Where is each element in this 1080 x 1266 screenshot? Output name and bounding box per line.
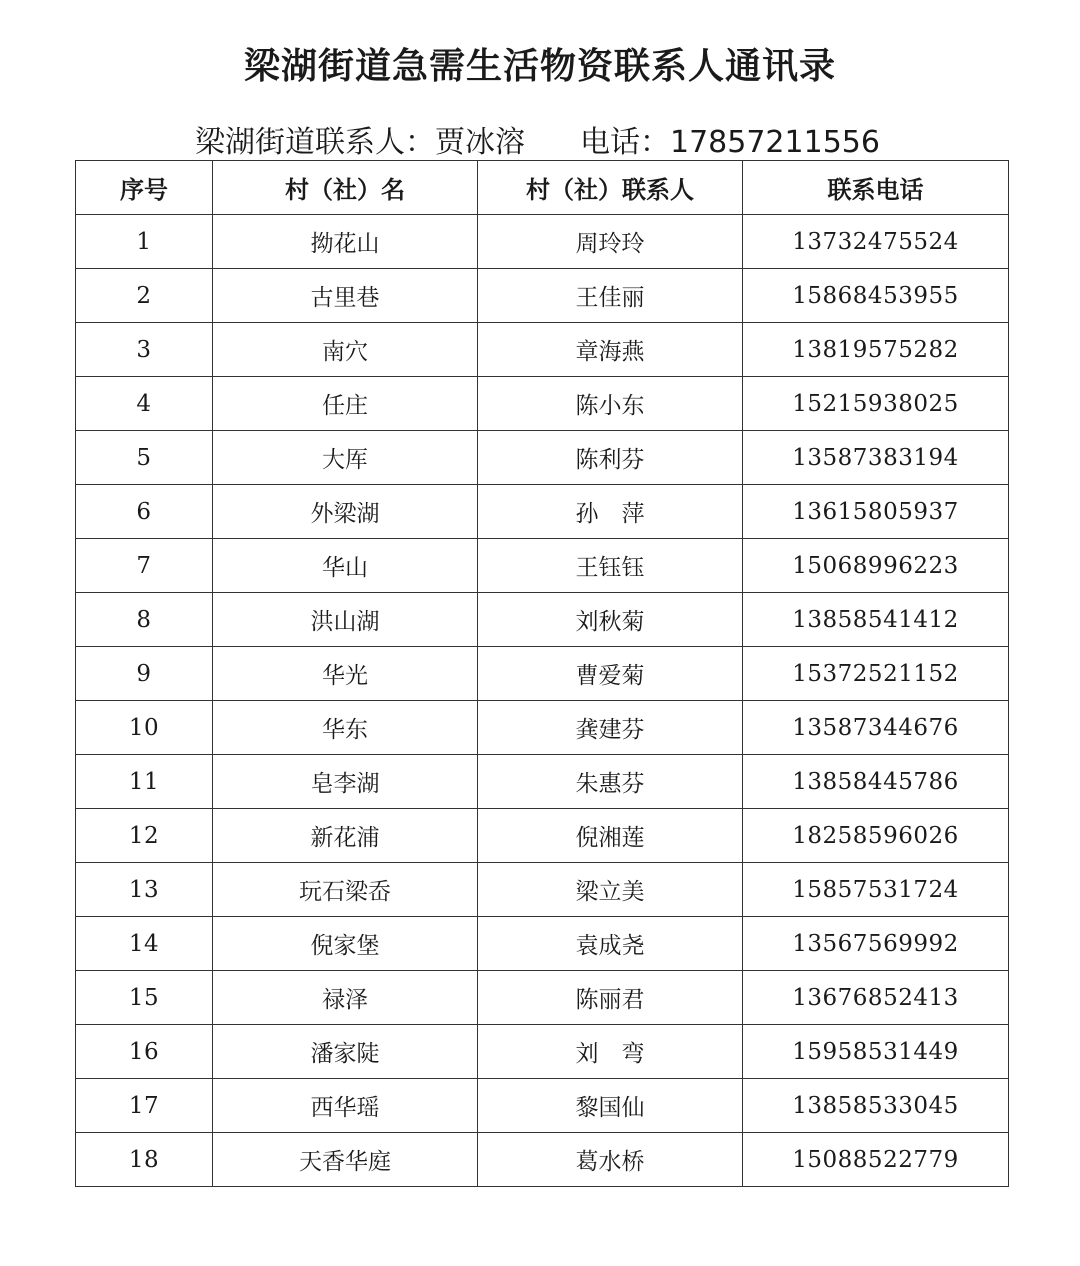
table-row [76, 269, 1009, 323]
cell-index: 5 [76, 431, 213, 485]
table-row [76, 647, 1009, 701]
header-phone: 联系电话 [743, 161, 1009, 215]
cell-phone: 13858541412 [743, 593, 1009, 647]
cell-index: 7 [76, 539, 213, 593]
cell-phone: 15958531449 [743, 1025, 1009, 1079]
cell-contact-person: 梁立美 [478, 863, 743, 917]
cell-village: 倪家堡 [213, 917, 478, 971]
table-row [76, 701, 1009, 755]
table-row [76, 215, 1009, 269]
cell-village: 潘家陡 [213, 1025, 478, 1079]
cell-index: 8 [76, 593, 213, 647]
table-row [76, 1133, 1009, 1187]
cell-village: 天香华庭 [213, 1133, 478, 1187]
cell-index: 1 [76, 215, 213, 269]
cell-phone: 15088522779 [743, 1133, 1009, 1187]
cell-phone: 13858533045 [743, 1079, 1009, 1133]
cell-village: 大厍 [213, 431, 478, 485]
cell-index: 10 [76, 701, 213, 755]
cell-index: 14 [76, 917, 213, 971]
cell-village: 外梁湖 [213, 485, 478, 539]
table-row [76, 917, 1009, 971]
cell-contact-person: 龚建芬 [478, 701, 743, 755]
table-row [76, 809, 1009, 863]
table-body [76, 215, 1009, 1187]
cell-contact-person: 陈丽君 [478, 971, 743, 1025]
cell-contact-person: 葛水桥 [478, 1133, 743, 1187]
cell-contact-person: 曹爱菊 [478, 647, 743, 701]
cell-village: 古里巷 [213, 269, 478, 323]
cell-index: 6 [76, 485, 213, 539]
table-row [76, 539, 1009, 593]
page-title: 梁湖街道急需生活物资联系人通讯录 [243, 46, 836, 87]
table-row [76, 593, 1009, 647]
cell-village: 华山 [213, 539, 478, 593]
cell-phone: 18258596026 [743, 809, 1009, 863]
table-row [76, 377, 1009, 431]
cell-village: 禄泽 [213, 971, 478, 1025]
cell-village: 玩石梁岙 [213, 863, 478, 917]
cell-contact-person: 周玲玲 [478, 215, 743, 269]
contact-table [75, 160, 1009, 1187]
table-row [76, 431, 1009, 485]
cell-village: 西华瑶 [213, 1079, 478, 1133]
cell-village: 洪山湖 [213, 593, 478, 647]
header-index: 序号 [76, 161, 213, 215]
cell-phone: 13587383194 [743, 431, 1009, 485]
contact-phone: 电话：17857211556 [580, 125, 880, 160]
cell-index: 2 [76, 269, 213, 323]
cell-phone: 15868453955 [743, 269, 1009, 323]
cell-contact-person: 孙 萍 [478, 485, 743, 539]
cell-village: 华东 [213, 701, 478, 755]
cell-contact-person: 陈小东 [478, 377, 743, 431]
cell-phone: 13676852413 [743, 971, 1009, 1025]
table-row [76, 1079, 1009, 1133]
cell-index: 13 [76, 863, 213, 917]
cell-village: 拗花山 [213, 215, 478, 269]
cell-phone: 15068996223 [743, 539, 1009, 593]
table-row [76, 1025, 1009, 1079]
cell-phone: 15372521152 [743, 647, 1009, 701]
cell-phone: 13819575282 [743, 323, 1009, 377]
cell-village: 皂李湖 [213, 755, 478, 809]
cell-phone: 13858445786 [743, 755, 1009, 809]
cell-phone: 13732475524 [743, 215, 1009, 269]
table-row [76, 863, 1009, 917]
cell-contact-person: 刘秋菊 [478, 593, 743, 647]
cell-village: 南穴 [213, 323, 478, 377]
table-header-row [76, 161, 1009, 215]
table-row [76, 971, 1009, 1025]
cell-contact-person: 刘 弯 [478, 1025, 743, 1079]
cell-village: 新花浦 [213, 809, 478, 863]
cell-index: 15 [76, 971, 213, 1025]
cell-index: 9 [76, 647, 213, 701]
header-village: 村（社）名 [213, 161, 478, 215]
table-row [76, 323, 1009, 377]
cell-index: 12 [76, 809, 213, 863]
table-row [76, 755, 1009, 809]
cell-contact-person: 倪湘莲 [478, 809, 743, 863]
cell-contact-person: 王钰钰 [478, 539, 743, 593]
cell-phone: 15215938025 [743, 377, 1009, 431]
cell-village: 华光 [213, 647, 478, 701]
contact-line [195, 117, 880, 160]
cell-index: 16 [76, 1025, 213, 1079]
contact-person: 梁湖街道联系人：贾冰溶 [195, 125, 525, 160]
cell-contact-person: 朱惠芬 [478, 755, 743, 809]
cell-village: 任庄 [213, 377, 478, 431]
cell-index: 4 [76, 377, 213, 431]
cell-contact-person: 章海燕 [478, 323, 743, 377]
cell-index: 11 [76, 755, 213, 809]
cell-contact-person: 袁成尧 [478, 917, 743, 971]
cell-phone: 15857531724 [743, 863, 1009, 917]
cell-phone: 13567569992 [743, 917, 1009, 971]
cell-index: 18 [76, 1133, 213, 1187]
cell-contact-person: 陈利芬 [478, 431, 743, 485]
cell-index: 17 [76, 1079, 213, 1133]
header-contact-person: 村（社）联系人 [478, 161, 743, 215]
cell-contact-person: 黎国仙 [478, 1079, 743, 1133]
cell-phone: 13587344676 [743, 701, 1009, 755]
cell-index: 3 [76, 323, 213, 377]
table-row [76, 485, 1009, 539]
cell-contact-person: 王佳丽 [478, 269, 743, 323]
cell-phone: 13615805937 [743, 485, 1009, 539]
